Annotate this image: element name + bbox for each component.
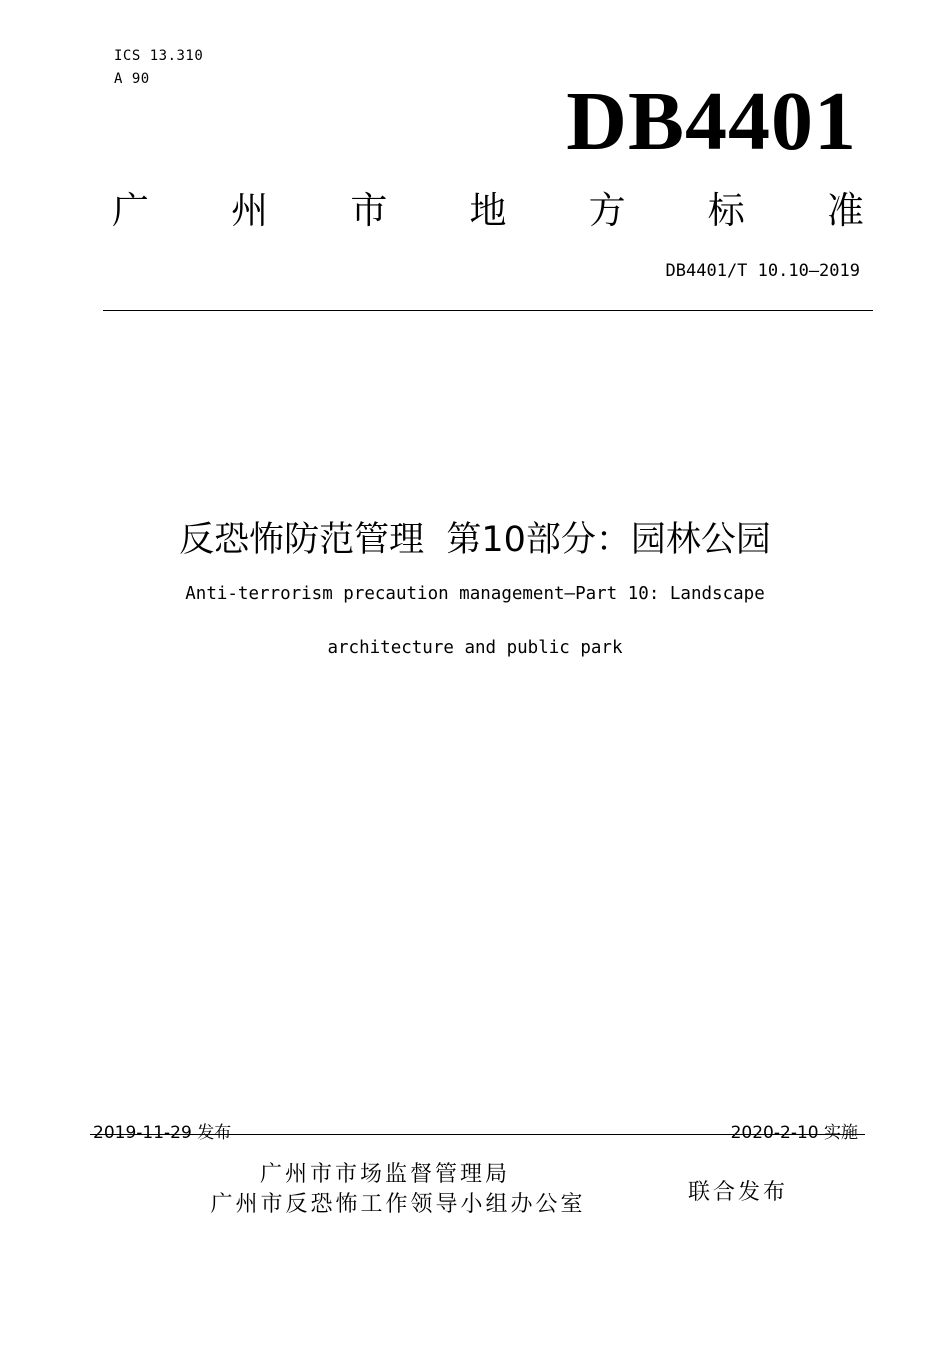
- standard-type-char: 州: [231, 189, 269, 232]
- standard-number: DB4401/T 10.10—2019: [665, 261, 860, 281]
- standard-type-char: 方: [588, 189, 626, 232]
- document-title-english-line-1: Anti-terrorism precaution management—Part 10: Landscape: [185, 584, 765, 604]
- issuer-name: 广州市市场监督管理局: [259, 1162, 510, 1187]
- standard-type-title: [112, 188, 864, 234]
- standard-type-char: 市: [350, 189, 388, 232]
- standard-type-char: 广: [112, 189, 149, 232]
- classification-code: A 90: [114, 71, 150, 87]
- standard-type-char: 标: [707, 189, 745, 232]
- document-title-english-line-2: architecture and public park: [327, 638, 623, 658]
- document-title-chinese: 反恐怖防范管理 第10部分：园林公园: [179, 520, 771, 560]
- standard-code-logo: DB4401: [566, 75, 857, 168]
- ics-code: ICS 13.310: [114, 48, 204, 64]
- implementation-date: 2020-2-10 实施: [730, 1123, 858, 1143]
- standard-type-char: 地: [469, 189, 507, 232]
- issue-date: 2019-11-29 发布: [93, 1123, 232, 1143]
- joint-issue-label: 联合发布: [688, 1180, 789, 1205]
- standard-type-char: 准: [826, 189, 864, 232]
- header-divider: [103, 310, 873, 311]
- issuer-name: 广州市反恐怖工作领导小组办公室: [210, 1192, 586, 1217]
